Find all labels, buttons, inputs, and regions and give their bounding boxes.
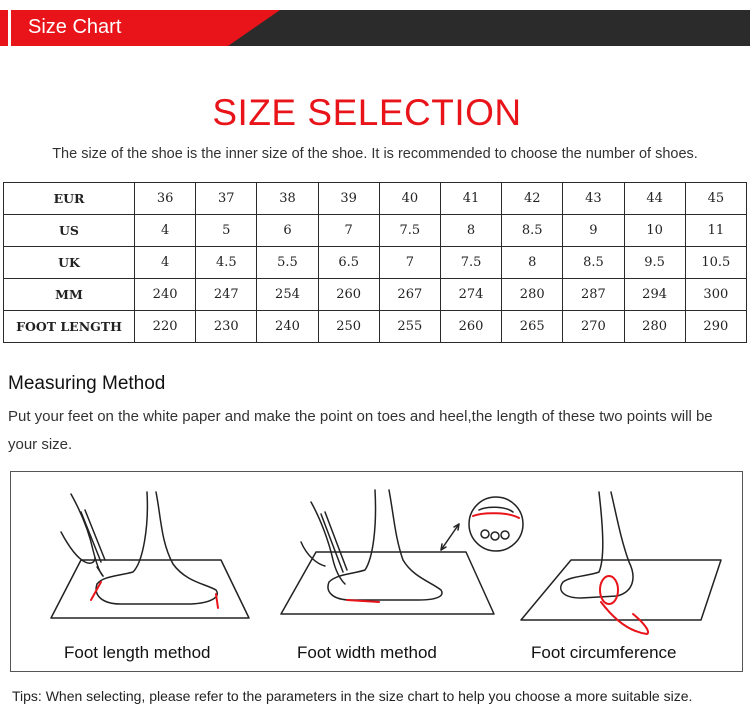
table-cell: 10 bbox=[624, 215, 685, 247]
measuring-illustrations bbox=[10, 471, 743, 672]
table-cell: 7 bbox=[318, 215, 379, 247]
table-cell: 38 bbox=[257, 183, 318, 215]
table-cell: 8.5 bbox=[502, 215, 563, 247]
foot-length-illustration bbox=[51, 492, 249, 618]
table-cell: 42 bbox=[502, 183, 563, 215]
table-cell: 287 bbox=[563, 279, 624, 311]
table-row bbox=[4, 215, 747, 247]
page-title: SIZE SELECTION bbox=[212, 92, 522, 133]
table-cell: 270 bbox=[563, 311, 624, 343]
table-cell: 290 bbox=[685, 311, 746, 343]
table-cell: 40 bbox=[379, 183, 440, 215]
circumference-loop bbox=[600, 576, 618, 604]
table-cell: 44 bbox=[624, 183, 685, 215]
table-cell: 4.5 bbox=[196, 247, 257, 279]
table-cell: 5.5 bbox=[257, 247, 318, 279]
row-header: EUR bbox=[4, 183, 135, 215]
measuring-title: Measuring Method bbox=[8, 373, 166, 394]
table-cell: 260 bbox=[318, 279, 379, 311]
measuring-description: Put your feet on the white paper and make the point on toes and heel,the length of these two points will be your size. bbox=[8, 408, 713, 453]
table-cell: 37 bbox=[196, 183, 257, 215]
table-cell: 7 bbox=[379, 247, 440, 279]
table-cell: 260 bbox=[440, 311, 501, 343]
row-header: FOOT LENGTH bbox=[4, 311, 135, 343]
table-cell: 220 bbox=[135, 311, 196, 343]
table-cell: 300 bbox=[685, 279, 746, 311]
table-cell: 255 bbox=[379, 311, 440, 343]
size-table bbox=[3, 182, 747, 343]
tips-text: Tips: When selecting, please refer to the parameters in the size chart to help you choose a more suitable size. bbox=[12, 688, 693, 704]
table-cell: 240 bbox=[257, 311, 318, 343]
table-cell: 230 bbox=[196, 311, 257, 343]
table-cell: 7.5 bbox=[379, 215, 440, 247]
table-row bbox=[4, 247, 747, 279]
table-cell: 43 bbox=[563, 183, 624, 215]
table-cell: 4 bbox=[135, 215, 196, 247]
table-cell: 6.5 bbox=[318, 247, 379, 279]
foot-circumference-illustration bbox=[521, 492, 721, 620]
table-row bbox=[4, 279, 747, 311]
caption-foot-circumference: Foot circumference bbox=[531, 643, 677, 662]
table-cell: 9 bbox=[563, 215, 624, 247]
table-cell: 280 bbox=[502, 279, 563, 311]
table-cell: 45 bbox=[685, 183, 746, 215]
table-cell: 39 bbox=[318, 183, 379, 215]
table-cell: 5 bbox=[196, 215, 257, 247]
banner-title: Size Chart bbox=[28, 16, 122, 38]
table-cell: 7.5 bbox=[440, 247, 501, 279]
table-cell: 240 bbox=[135, 279, 196, 311]
table-cell: 265 bbox=[502, 311, 563, 343]
table-cell: 4 bbox=[135, 247, 196, 279]
row-header: MM bbox=[4, 279, 135, 311]
table-cell: 8 bbox=[502, 247, 563, 279]
table-row bbox=[4, 311, 747, 343]
table-cell: 280 bbox=[624, 311, 685, 343]
table-cell: 274 bbox=[440, 279, 501, 311]
table-cell: 36 bbox=[135, 183, 196, 215]
page-subtitle: The size of the shoe is the inner size of the shoe. It is recommended to choose the number of shoes. bbox=[52, 146, 698, 162]
table-cell: 8 bbox=[440, 215, 501, 247]
caption-foot-length: Foot length method bbox=[64, 643, 211, 662]
table-cell: 41 bbox=[440, 183, 501, 215]
heel-mark bbox=[216, 594, 218, 608]
table-cell: 250 bbox=[318, 311, 379, 343]
caption-foot-width: Foot width method bbox=[297, 643, 437, 662]
table-cell: 267 bbox=[379, 279, 440, 311]
table-cell: 247 bbox=[196, 279, 257, 311]
table-cell: 254 bbox=[257, 279, 318, 311]
header-banner bbox=[0, 10, 750, 46]
foot-width-illustration bbox=[281, 490, 523, 614]
row-header: UK bbox=[4, 247, 135, 279]
table-cell: 10.5 bbox=[685, 247, 746, 279]
table-row bbox=[4, 183, 747, 215]
table-cell: 294 bbox=[624, 279, 685, 311]
table-cell: 11 bbox=[685, 215, 746, 247]
row-header: US bbox=[4, 215, 135, 247]
table-cell: 8.5 bbox=[563, 247, 624, 279]
table-cell: 6 bbox=[257, 215, 318, 247]
table-cell: 9.5 bbox=[624, 247, 685, 279]
